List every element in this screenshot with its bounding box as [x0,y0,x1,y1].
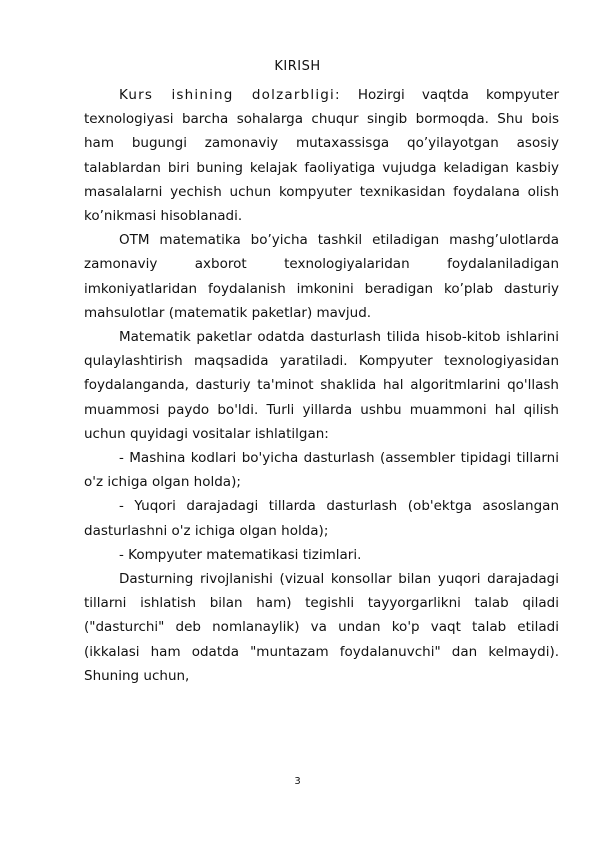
paragraph-tools-intro: Matematik paketlar odatda dasturlash tilida hisob-kitob ishlarini qulaylashtirish maqsadida yaratiladi. Kompyuter texnologiyasidan foydalanganda, dasturiy ta'minot shaklida hal algoritmlarini qo'llash muammosi paydo bo'ldi. Turli yillarda ushbu muammoni hal qilish uchun quyidagi vositalar ishlatilgan: [84,329,559,442]
page-number: 3 [294,776,301,787]
paragraph-math-packages: OTM matematika bo’yicha tashkil etiladigan mashg’ulotlarda zamonaviy axborot texnologiyalaridan foydalaniladigan imkoniyatlaridan foydalanish imkonini beradigan ko’plab dasturiy mahsulotlar (matematik paketlar) mavjud. [84,232,559,321]
section-title: KIRISH [274,59,321,74]
list-item-high-level: - Yuqori darajadagi tillarda dasturlash (ob'ektga asoslangan dasturlashni o'z ichiga olgan holda); [84,498,559,539]
list-item-computer-math: - Kompyuter matematikasi tizimlari. [119,546,362,563]
paragraph-development: Dasturning rivojlanishi (vizual konsollar bilan yuqori darajadagi tillarni ishlatish bilan ham) tegishli tayyorgarlikni talab qiladi ("dasturchi" deb nomlanaylik) va undan ko'p vaqt talab etiladi (ikkalasi ham odatda "muntazam foydalanuvchi" dan kelmaydi). Shuning uchun, [84,571,559,684]
paragraph-lead: Kurs ishining dolzarbligi: [119,87,341,103]
list-item-machine-code: - Mashina kodlari bo'yicha dasturlash (assembler tipidagi tillarni o'z ichiga olgan holda); [84,450,559,491]
paragraph-relevance [84,83,559,228]
paragraph-text: Hozirgi vaqtda kompyuter texnologiyasi barcha sohalarga chuqur singib bormoqda. Shu bois ham bugungi zamonaviy mutaxassisga qo’yilayotgan asosiy talablardan biri buning kelajak faoliyatiga vujudga keladigan kasbiy masalalarni yechish uchun kompyuter texnikasidan foydalana olish ko’nikmasi hisoblanadi. [84,87,560,225]
document-body [84,83,559,688]
